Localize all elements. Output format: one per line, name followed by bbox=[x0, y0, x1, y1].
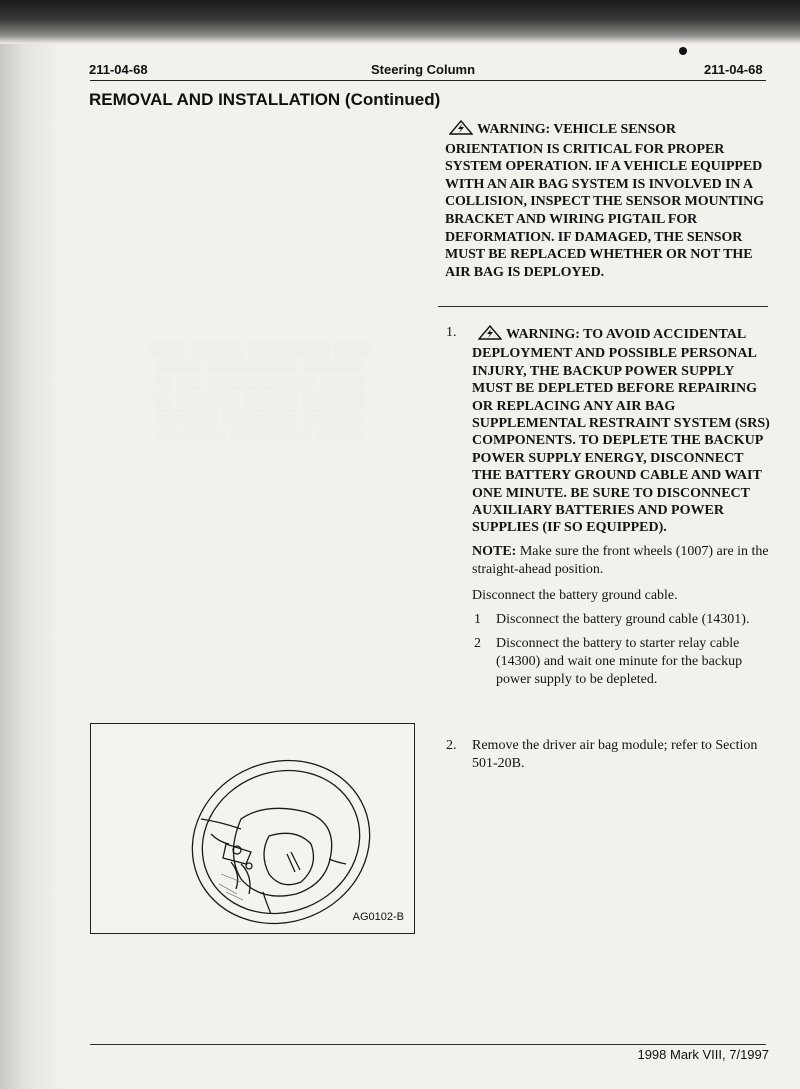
substep-number: 2 bbox=[474, 635, 481, 651]
step-1 bbox=[446, 325, 776, 689]
warning-triangle-icon bbox=[449, 120, 473, 141]
note bbox=[472, 543, 776, 579]
step-1-warning-text: WARNING: TO AVOID ACCIDENTAL DEPLOYMENT AND POSSIBLE PERSONAL INJURY, THE BACKUP POWER SUPPLY MUST BE DEPLETED BEFORE REPAIRING OR REPLACING ANY AIR BAG SUPPLEMENTAL RESTRAINT SYSTEM (SRS) COMPONENTS. TO DEPLETE THE BACKUP POWER SUPPLY ENERGY, DISCONNECT THE BATTERY GROUND CABLE AND WAIT ONE MINUTE. BE SURE TO DISCONNECT AUXILIARY BATTERIES AND POWER SUPPLIES (IF SO EQUIPPED). bbox=[472, 327, 770, 536]
substep bbox=[472, 635, 776, 689]
step-2 bbox=[446, 737, 776, 773]
figure-steering-wheel bbox=[90, 723, 415, 934]
substep-text: Disconnect the battery ground cable (14301). bbox=[496, 611, 750, 627]
header-page-number-right: 211-04-68 bbox=[704, 62, 763, 77]
show-through-bleed: ░░░░ ░░░░░░░░░ ░░░░░░ ░░░░ ░░░░░░░ ░░░░░░░░░░ ░░░░░ ░░░░░ ░░░░░░░░░░░░ ░░░ ░░ ░░░░░░░ ░░░░░░ ░░░░░░░ ░░ ░░░░░░░ ░░░░░░░░ ░░░░░░░ ░░░░░ ░░░░░░░░░ ░░░░░ ░░ bbox=[149, 341, 371, 441]
footer-rule bbox=[90, 1044, 766, 1045]
registration-dot bbox=[679, 47, 687, 55]
step-2-text: Remove the driver air bag module; refer to Section 501-20B. bbox=[472, 738, 758, 771]
sensor-warning-text: WARNING: VEHICLE SENSOR ORIENTATION IS CRITICAL FOR PROPER SYSTEM OPERATION. IF A VEHICLE EQUIPPED WITH AN AIR BAG SYSTEM IS INVOLVED IN A COLLISION, INSPECT THE SENSOR MOUNTING BRACKET AND WIRING PIGTAIL FOR DEFORMATION. IF DAMAGED, THE SENSOR MUST BE REPLACED WHETHER OR NOT THE AIR BAG IS DEPLOYED. bbox=[445, 122, 764, 280]
figure-label: AG0102-B bbox=[352, 911, 404, 923]
warning-divider bbox=[438, 306, 768, 307]
header-title: Steering Column bbox=[371, 62, 476, 77]
substep bbox=[472, 611, 776, 629]
scan-top-shadow bbox=[0, 0, 800, 44]
header-page-number-left: 211-04-68 bbox=[89, 62, 148, 77]
sensor-warning bbox=[445, 120, 775, 281]
steering-wheel-airbag-illustration bbox=[91, 724, 414, 933]
step-1-warning bbox=[472, 325, 776, 537]
page-edge-shadow bbox=[0, 0, 60, 1089]
substep-text: Disconnect the battery to starter relay cable (14300) and wait one minute for the backup power supply to be depleted. bbox=[496, 635, 743, 687]
header-rule bbox=[90, 80, 766, 81]
step-number: 2. bbox=[446, 738, 457, 753]
step-number: 1. bbox=[446, 325, 457, 340]
note-text: Make sure the front wheels (1007) are in the straight-ahead position. bbox=[472, 543, 769, 577]
section-title: REMOVAL AND INSTALLATION (Continued) bbox=[89, 90, 441, 109]
note-label: NOTE: bbox=[472, 543, 517, 559]
footer-edition: 1998 Mark VIII, 7/1997 bbox=[637, 1047, 769, 1062]
warning-triangle-icon bbox=[478, 325, 502, 345]
substep-number: 1 bbox=[474, 611, 481, 627]
step-1-instruction: Disconnect the battery ground cable. bbox=[472, 587, 678, 603]
